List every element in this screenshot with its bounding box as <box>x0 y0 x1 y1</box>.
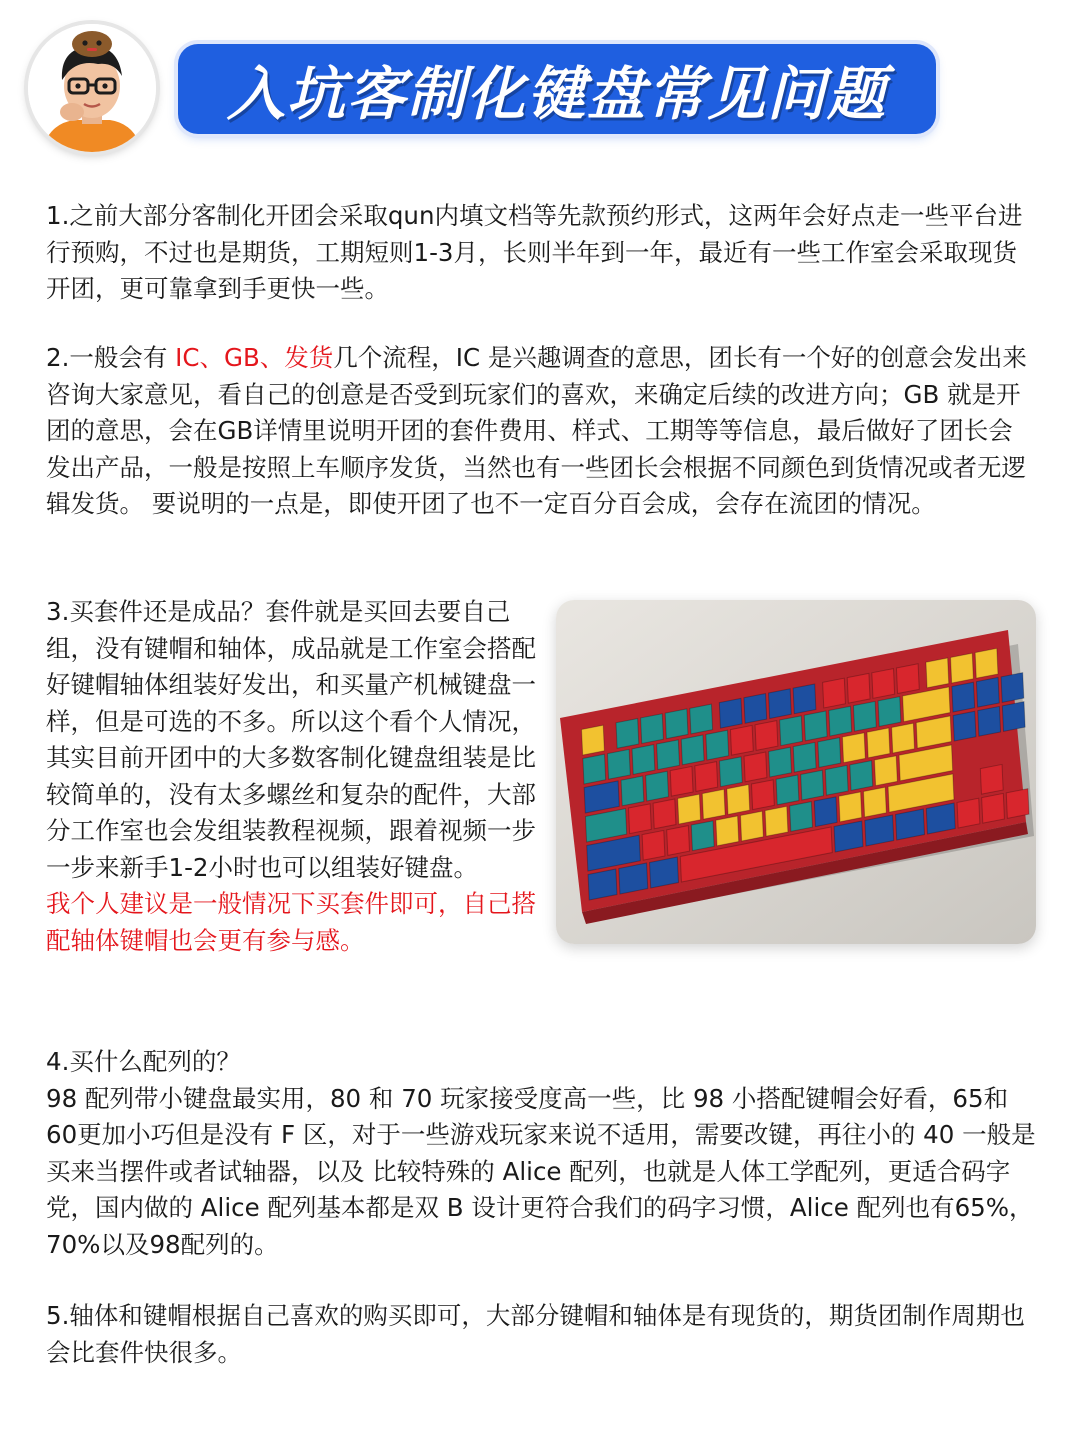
faq-answer-5: 5.轴体和键帽根据自己喜欢的购买即可，大部分键帽和轴体是有现货的，期货团制作周期也会比套件快很多。 <box>46 1301 1025 1367</box>
keycap <box>719 757 742 787</box>
keycap <box>744 752 767 782</box>
faq-answer-4-text: 98 配列带小键盘最实用，80 和 70 玩家接受度高一些，比 98 小搭配键帽会好看，65和60更加小巧但是没有 F 区，对于一些游戏玩家来说不适用，需要改键，再往小的 40 一般是买来当摆件或者试轴器，以及 比较特殊的 Alice 配列，也就是人体工学配列，更适合码字党，国内做的 Alice 配列基本都是双 B 设计更符合我们的码字习惯，Alice 配列也有65%，70%以及98配列的。 <box>46 1083 1036 1259</box>
faq-question-4: 4.买什么配列的？ <box>46 1047 241 1076</box>
keycap <box>853 701 876 731</box>
keycap <box>691 821 714 851</box>
keycap <box>744 694 767 724</box>
keycap <box>839 792 862 822</box>
keycap <box>730 725 753 755</box>
keycap <box>780 716 803 746</box>
faq-answer-3 <box>46 594 542 959</box>
faq-answer-2-prefix: 2.一般会有 <box>46 343 176 372</box>
keycap <box>926 803 955 834</box>
keycap <box>982 793 1005 823</box>
keycap <box>980 764 1003 794</box>
keycap <box>657 740 680 770</box>
keycap <box>776 775 799 805</box>
keycap <box>867 728 890 758</box>
keycap <box>752 780 775 810</box>
keycap <box>665 709 688 739</box>
keycap <box>607 749 630 779</box>
keycap <box>690 704 713 734</box>
keycap <box>878 697 901 727</box>
keycap <box>896 809 925 840</box>
keyboard-photo <box>556 600 1036 944</box>
keycap <box>583 754 606 784</box>
keycap <box>632 745 655 775</box>
keycap <box>629 804 652 834</box>
keycap <box>952 682 975 712</box>
keycap <box>801 770 824 800</box>
keycap <box>1006 789 1029 819</box>
faq-answer-3-text: 3.买套件还是成品？套件就是买回去要自己组，没有键帽和轴体，成品就是工作室会搭配好键帽轴体组装好发出，和买量产机械键盘一样，但是可选的不多。所以这个看个人情况，其实目前开团中的大多数客制化键盘组装是比较简单的，没有太多螺丝和复杂的配件，大部分工作室也会发组装教程视频，跟着视频一步一步来新手1-2小时也可以组装好键盘。 <box>46 597 536 882</box>
keycap <box>716 816 739 846</box>
faq-answer-2 <box>46 340 1036 523</box>
keycap <box>741 811 764 841</box>
keycap <box>702 789 725 819</box>
keycap <box>793 684 816 714</box>
keycap <box>793 742 816 772</box>
keycap <box>834 821 863 852</box>
keycap <box>957 798 980 828</box>
keycap <box>769 747 792 777</box>
keycap <box>814 797 837 827</box>
keycap <box>850 761 873 791</box>
keycap <box>864 787 887 817</box>
keycap <box>1001 673 1024 703</box>
keycap <box>865 815 894 846</box>
keycap <box>818 738 841 768</box>
keycap <box>847 673 870 703</box>
faq-answer-4 <box>46 1044 1036 1263</box>
keycap <box>790 802 813 832</box>
faq-answer-3-highlight: 我个人建议是一般情况下买套件即可，自己搭配轴体键帽也会更有参与感。 <box>46 889 536 955</box>
keycap <box>765 806 788 836</box>
keycap <box>641 714 664 744</box>
keycap <box>829 706 852 736</box>
keycap <box>896 664 919 694</box>
keycap <box>978 706 1001 736</box>
keycap <box>616 719 639 749</box>
keycap <box>719 698 742 728</box>
keycap <box>582 725 605 755</box>
keycap <box>926 658 949 688</box>
keycap <box>842 733 865 763</box>
keycap <box>953 711 976 741</box>
keycap <box>755 721 778 751</box>
keycap <box>727 785 750 815</box>
keycap <box>646 771 669 801</box>
keycap <box>642 830 665 860</box>
keycap <box>678 794 701 824</box>
cartoon-avatar-icon <box>28 24 156 152</box>
keycap <box>650 857 679 888</box>
title-banner <box>178 44 936 134</box>
keycap <box>825 765 848 795</box>
keycap <box>976 677 999 707</box>
keycap <box>670 766 693 796</box>
keycap <box>706 730 729 760</box>
keycap <box>975 648 998 678</box>
keycap <box>769 689 792 719</box>
keycap <box>951 653 974 683</box>
keycap <box>667 826 690 856</box>
keycap <box>621 776 644 806</box>
faq-answer-2-text: 几个流程，IC 是兴趣调查的意思，团长有一个好的创意会发出来咨询大家意见，看自己的创意是否受到玩家们的喜欢，来确定后续的改进方向；GB 就是开团的意思，会在GB详情里说明开团的套件费用、样式、工期等等信息，最后做好了团长会发出产品，一般是按照上车顺序发货，当然也有一些团长会根据不同颜色到货情况或者无逻辑发货。 要说明的一点是，即使开团了也不一定百分百会成，会存在流团的情况。 <box>46 343 1027 518</box>
keycap <box>588 869 617 900</box>
keycap <box>875 756 898 786</box>
avatar <box>28 24 156 152</box>
keycap <box>823 678 846 708</box>
keycap <box>892 723 915 753</box>
keycap <box>1002 702 1025 732</box>
keycap <box>653 799 676 829</box>
keycap <box>872 669 895 699</box>
keycap <box>619 863 648 894</box>
keycap <box>695 762 718 792</box>
keycap <box>804 711 827 741</box>
faq-answer-1: 1.之前大部分客制化开团会采取qun内填文档等先款预约形式，这两年会好点走一些平台进行预购，不过也是期货，工期短则1-3月，长则半年到一年，最近有一些工作室会采取现货开团，更可靠拿到手更快一些。 <box>46 201 1023 303</box>
faq-answer-2-highlight: IC、GB、发货 <box>175 343 334 372</box>
keycap <box>681 735 704 765</box>
page-title: 入坑客制化键盘常见问题 <box>226 60 887 128</box>
